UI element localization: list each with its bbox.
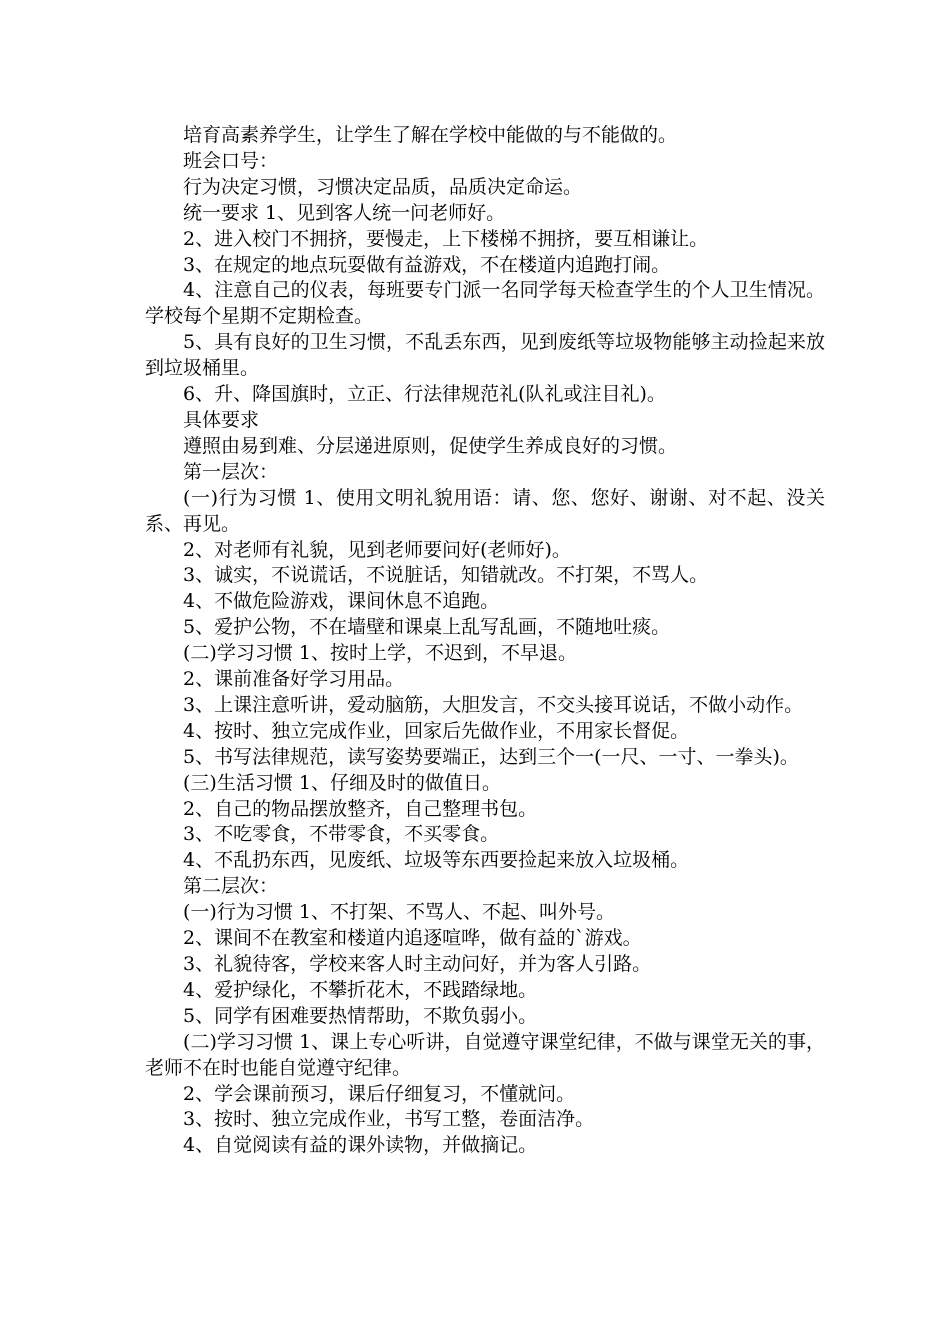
paragraph: 4、不乱扔东西，见废纸、垃圾等东西要捡起来放入垃圾桶。 — [183, 849, 690, 872]
paragraph: 3、按时、独立完成作业，书写工整，卷面洁净。 — [183, 1108, 595, 1131]
paragraph: 4、注意自己的仪表，每班要专门派一名同学每天检查学生的个人卫生情况。学校每个星期不定期检查。 — [145, 279, 825, 328]
paragraph: 第二层次： — [183, 875, 279, 898]
paragraph: (一)行为习惯 1、使用文明礼貌用语：请、您、您好、谢谢、对不起、没关系、再见。 — [145, 486, 825, 535]
paragraph: 2、进入校门不拥挤，要慢走，上下楼梯不拥挤，要互相谦让。 — [183, 227, 709, 250]
paragraph: 5、同学有困难要热情帮助，不欺负弱小。 — [183, 1004, 538, 1027]
paragraph: 3、上课注意听讲，爱动脑筋，大胆发言，不交头接耳说话，不做小动作。 — [183, 693, 804, 716]
paragraph: (二)学习习惯 1、按时上学，不迟到，不早退。 — [183, 642, 577, 665]
paragraph: (一)行为习惯 1、不打架、不骂人、不起、叫外号。 — [183, 901, 615, 924]
paragraph: 班会口号： — [183, 149, 279, 172]
paragraph: 3、诚实，不说谎话，不说脏话，知错就改。不打架，不骂人。 — [183, 564, 709, 587]
paragraph: (二)学习习惯 1、课上专心听讲，自觉遵守课堂纪律，不做与课堂无关的事，老师不在时也能自觉遵守纪律。 — [145, 1030, 825, 1079]
paragraph: 3、在规定的地点玩耍做有益游戏，不在楼道内追跑打闹。 — [183, 253, 671, 276]
paragraph: 5、具有良好的卫生习惯，不乱丢东西，见到废纸等垃圾物能够主动捡起来放到垃圾桶里。 — [145, 331, 825, 380]
paragraph: 6、升、降国旗时，立正、行法律规范礼(队礼或注目礼)。 — [183, 383, 666, 406]
document-page — [145, 123, 825, 1159]
paragraph: (三)生活习惯 1、仔细及时的做值日。 — [183, 771, 501, 794]
paragraph: 2、学会课前预习，课后仔细复习，不懂就问。 — [183, 1082, 576, 1105]
paragraph: 3、礼貌待客，学校来客人时主动问好，并为客人引路。 — [183, 953, 652, 975]
paragraph: 4、爱护绿化，不攀折花木，不践踏绿地。 — [183, 978, 538, 1001]
paragraph: 3、不吃零食，不带零食，不买零食。 — [183, 823, 500, 846]
paragraph: 2、课间不在教室和楼道内追逐喧哗，做有益的`游戏。 — [183, 927, 642, 950]
paragraph: 培育高素养学生，让学生了解在学校中能做的与不能做的。 — [183, 124, 678, 146]
paragraph: 遵照由易到难、分层递进原则，促使学生养成良好的习惯。 — [183, 434, 678, 457]
paragraph: 具体要求 — [183, 408, 260, 431]
paragraph: 5、爱护公物，不在墙壁和课桌上乱写乱画，不随地吐痰。 — [183, 616, 671, 639]
paragraph: 2、对老师有礼貌，见到老师要问好(老师好)。 — [183, 538, 571, 561]
paragraph: 4、自觉阅读有益的课外读物，并做摘记。 — [183, 1134, 538, 1157]
paragraph: 2、课前准备好学习用品。 — [183, 668, 405, 691]
paragraph: 5、书写法律规范，读写姿势要端正，达到三个一(一尺、一寸、一拳头)。 — [183, 745, 799, 768]
paragraph: 统一要求 1、见到客人统一问老师好。 — [183, 201, 506, 224]
paragraph: 行为决定习惯，习惯决定品质，品质决定命运。 — [183, 175, 583, 198]
paragraph: 第一层次： — [183, 460, 279, 483]
paragraph: 4、不做危险游戏，课间休息不追跑。 — [183, 590, 500, 613]
paragraph: 2、自己的物品摆放整齐，自己整理书包。 — [183, 797, 538, 820]
paragraph: 4、按时、独立完成作业，回家后先做作业，不用家长督促。 — [183, 719, 690, 742]
